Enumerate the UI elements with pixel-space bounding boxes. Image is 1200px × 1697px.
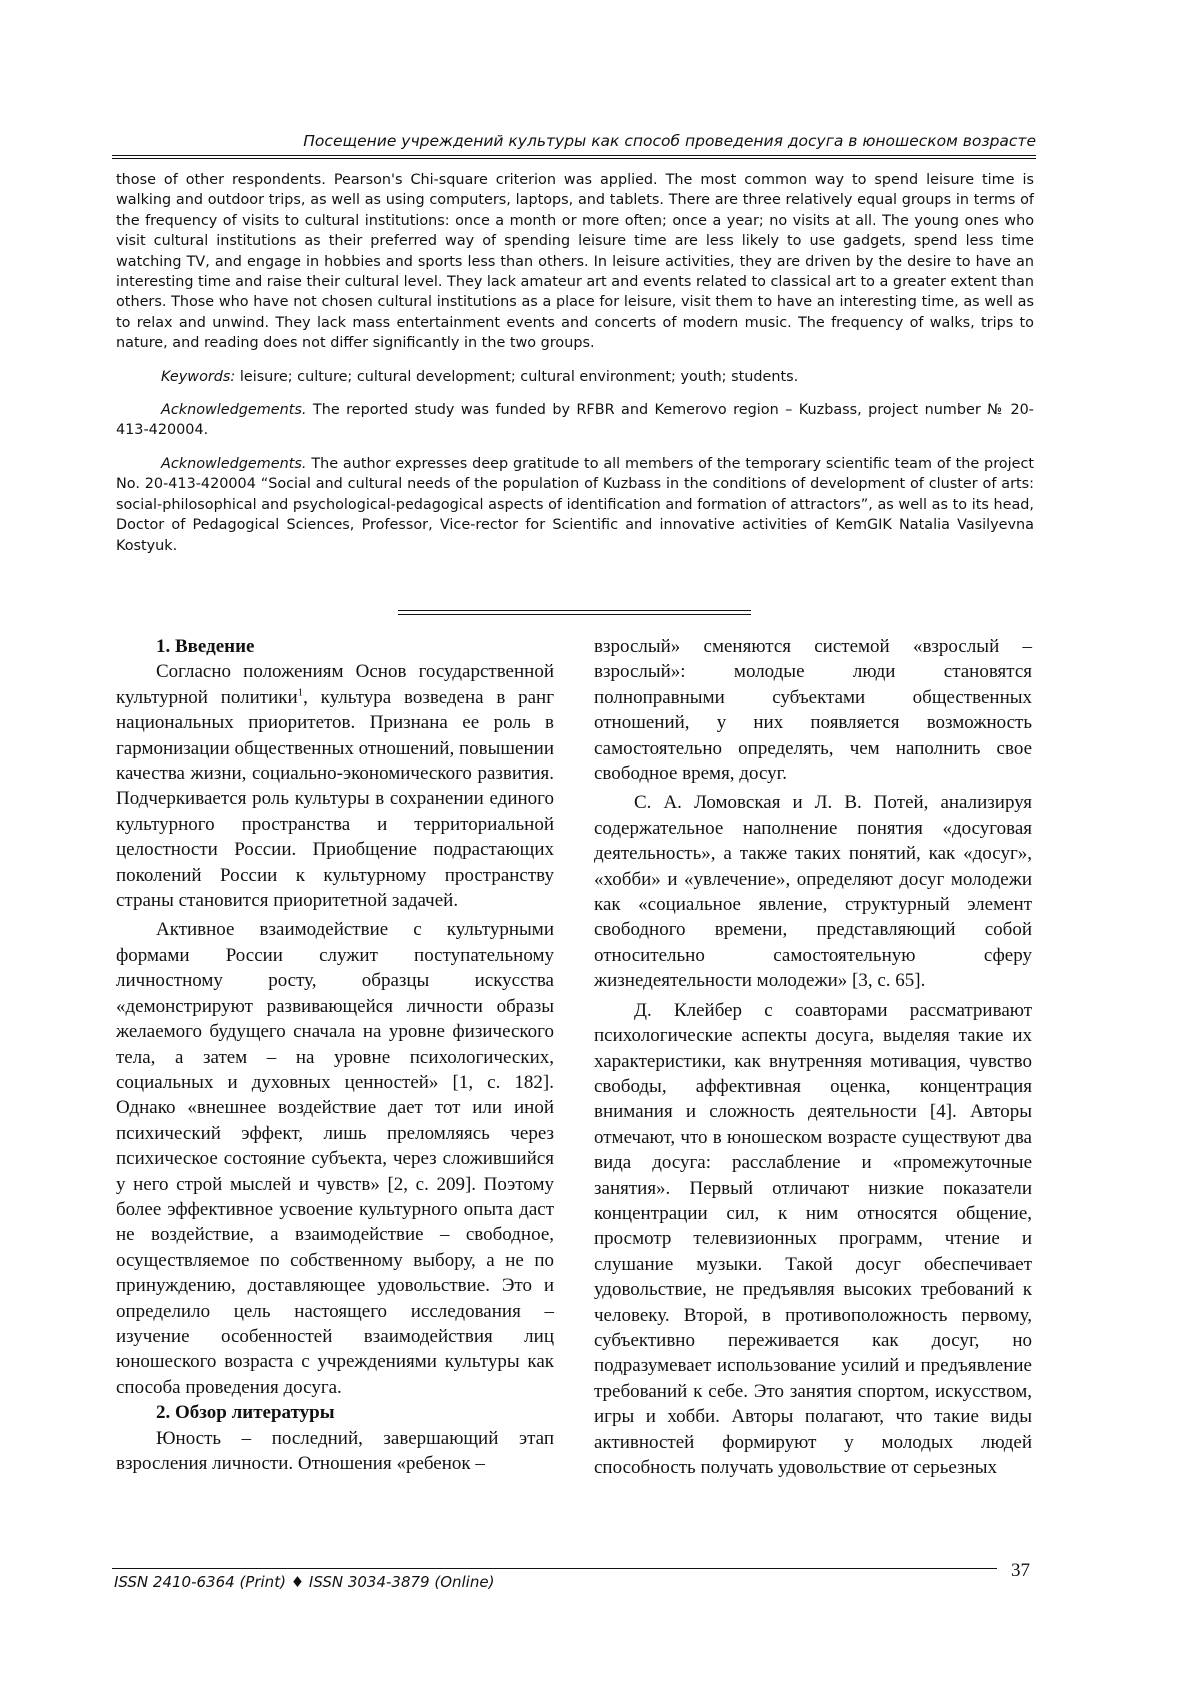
running-title: Посещение учреждений культуры как способ проведения досуга в юношеском возрасте [303,132,1036,150]
abstract-text: those of other respondents. Pearson's Chi-square criterion was applied. The most common way to spend leisure time is walking and outdoor trips, as well as using computers, laptops, and tablets. There are three relatively equal groups in terms of the frequency of visits to cultural institutions: once a month or more often; once a year; no visits at all. The young ones who visit cultural institutions as their preferred way of spending leisure time are less likely to use gadgets, spend less time watching TV, and engage in hobbies and sports less than others. In leisure activities, they are driven by the desire to have an interesting time and raise their cultural level. They lack amateur art and events related to classical art to a greater extent than others. Those who have not chosen cultural institutions as a place for leisure, visit them to have an interesting time, as well as to relax and unwind. They lack mass entertainment events and concerts of modern music. The frequency of walks, trips to nature, and reading does not differ significantly in the two groups. [116,172,1034,352]
page-number: 37 [1011,1560,1030,1581]
acknowledgements-team [116,454,1034,556]
footer-rule [112,1568,997,1569]
paragraph: взрослый» сменяются системой «взрослый – взрослый»: молодые люди становятся полноправными субъектами общественных отношений, у них появляется возможность самостоятельно определять, чем наполнить свое свободное время, досуг. [594,636,1032,785]
right-column [594,634,1032,1480]
heading-introduction: 1. Введение [156,636,255,657]
left-column [116,634,554,1476]
paragraph: С. А. Ломовская и Л. В. Потей, анализируя содержательное наполнение понятия «досуговая деятельность», а также таких понятий, как «досуг», «хобби» и «увлечение», определяют досуг молодежи как «социальное явление, структурный элемент свободного времени, представляющий собой относительно самостоятельную сферу жизнедеятельности молодежи» [3, с. 65]. [594,792,1032,992]
header-rule-top [112,155,1036,156]
paragraph-text: , культура возведена в ранг национальных приоритетов. Признана ее роль в гармонизации общественных отношений, повышении качества жизни, социально-экономического развития. Подчеркивается роль культуры в сохранении единого культурного пространства и территориальной целостности России. Приобщение подрастающих поколений России к культурному пространству страны становится приоритетной задачей. [116,686,554,912]
abstract [116,170,1034,556]
ack1-label: Acknowledgements. [161,402,307,419]
ack1-text: The reported study was funded by RFBR and Kemerovo region – Kuzbass, project number № 20-413-420004. [116,402,1034,439]
paragraph: Юность – последний, завершающий этап взросления личности. Отношения «ребенок – [116,1427,554,1474]
keywords [116,367,1034,387]
keywords-text: leisure; culture; cultural development; cultural environment; youth; students. [235,368,799,385]
ack2-text: The author expresses deep gratitude to all members of the temporary scientific team of the project No. 20-413-420004 “Social and cultural needs of the population of Kuzbass in the conditions of development of cluster of arts: social-philosophical and psychological-pedagogical aspects of identification and formation of attractors”, as well as to its head, Doctor of Pedagogical Sciences, Professor, Vice-rector for Scientific and innovative activities of KemGIK Natalia Vasilyevna Kostyuk. [116,455,1034,554]
section-divider [398,610,751,615]
ack2-label: Acknowledgements. [161,455,307,472]
keywords-label: Keywords: [161,368,236,385]
paragraph: Д. Клейбер с соавторами рассматривают психологические аспекты досуга, выделяя такие их характеристики, как внутренняя мотивация, чувство свободы, аффективная оценка, концентрация внимания и сложность деятельности [4]. Авторы отмечают, что в юношеском возрасте существуют два вида досуга: расслабление и «промежуточные занятия». Первый отличают низкие показатели концентрации сил, к ним относятся общение, просмотр телевизионных программ, чтение и слушание музыки. Такой досуг обеспечивает удовольствие, не предъявляя высоких требований к человеку. Второй, в противоположность первому, субъективно переживается как досуг, но подразумевает использование усилий и предъявление требований к себе. Это занятия спортом, искусством, игры и хобби. Авторы полагают, что такие виды активностей формируют у молодых людей способность получать удовольствие от серьезных [594,999,1032,1478]
heading-literature-review: 2. Обзор литературы [156,1402,335,1424]
paragraph-text: Согласно положениям Основ государственной культурной политики [116,661,554,708]
paragraph [116,659,554,913]
acknowledgements-funding [116,400,1034,441]
paragraph: Активное взаимодействие с культурными формами России служит поступательному личностному росту, образцы искусства «демонстрируют развивающейся личности образы желаемого будущего сначала на уровне физического тела, а затем – на уровне психологических, социальных и духовных ценностей» [1, с. 182]. Однако «внешнее воздействие дает тот или иной психический эффект, лишь преломляясь через психическое состояние субъекта, через сложившийся у него строй мыслей и чувств» [2, с. 209]. Поэтому более эффективное усвоение культурного опыта даст не воздействие, а взаимодействие – свободное, осуществляемое по собственному выбору, а не по принуждению, доставляющее удовольствие. Это и определило цель настоящего исследования – изучение особенностей взаимодействия лиц юношеского возраста с учреждениями культуры как способа проведения досуга. [116,919,554,1398]
footnote-marker: 1 [297,686,304,699]
footer-issn: ISSN 2410-6364 (Print) ♦ ISSN 3034-3879 (Online) [114,1573,495,1591]
header-rule-bottom [112,158,1036,159]
